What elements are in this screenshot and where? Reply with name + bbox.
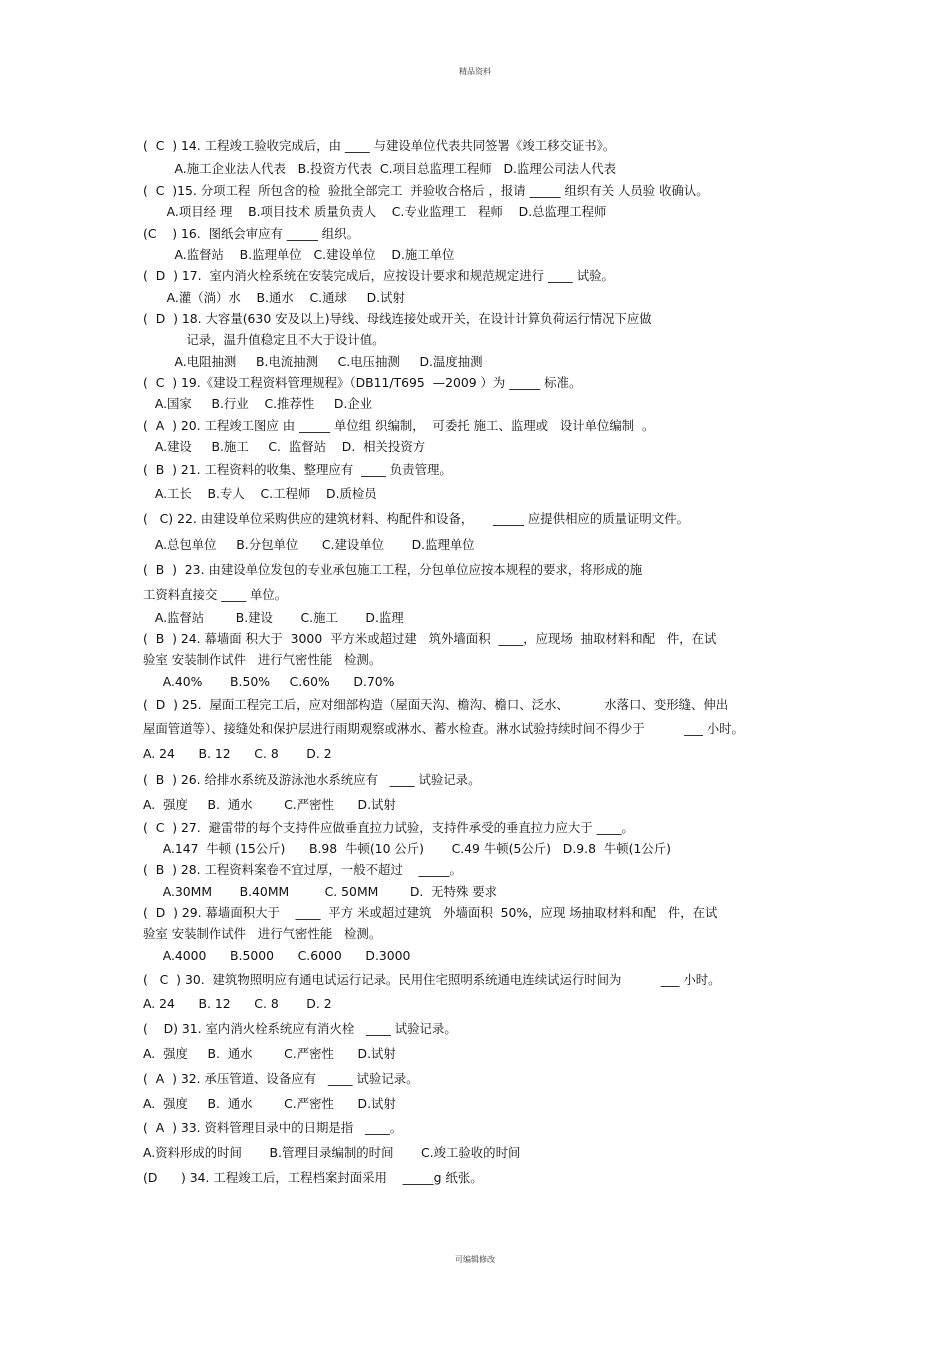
options-line: A.40% B.50% C.60% D.70% bbox=[143, 674, 395, 689]
question-line: ( C ) 30. 建筑物照明应有通电试运行记录。民用住宅照明系统通电连续试运行时间为 ___ 小时。 bbox=[143, 972, 721, 987]
question-line-continued: 验室 安装制作试件 进行气密性能 检测。 bbox=[143, 926, 382, 941]
question-line: ( A ) 33. 资料管理目录中的日期是指 ____。 bbox=[143, 1120, 403, 1135]
question-line-continued: 工资料直接交 ____ 单位。 bbox=[143, 587, 288, 602]
question-line: ( B ) 21. 工程资料的收集、整理应有 ____ 负责管理。 bbox=[143, 462, 452, 477]
options-line: A.施工企业法人代表 B.投资方代表 C.项目总监理工程师 D.监理公司法人代表 bbox=[143, 161, 617, 176]
page-header: 精品资料 bbox=[459, 67, 491, 76]
options-line: A. 24 B. 12 C. 8 D. 2 bbox=[143, 746, 332, 761]
question-line: ( D ) 18. 大容量(630 安及以上)导线、母线连接处或开关，在设计计算负荷运行情况下应做 bbox=[143, 311, 652, 326]
question-line: ( D ) 29. 幕墙面积大于 ____ 平方 米或超过建筑 外墙面积 50%，应现 场抽取材料和配 件，在试 bbox=[143, 905, 718, 920]
question-line: ( D ) 17. 室内消火栓系统在安装完成后，应按设计要求和规范规定进行 ____ 试验。 bbox=[143, 268, 614, 283]
question-line: ( C ) 27. 避雷带的每个支持件应做垂直拉力试验，支持件承受的垂直拉力应大于 ____。 bbox=[143, 820, 634, 835]
options-line: A.147 牛顿 (15公斤) B.98 牛顿(10 公斤) C.49 牛顿(5公斤) D.9.8 牛顿(1公斤) bbox=[143, 841, 671, 856]
options-line: A.工长 B.专人 C.工程师 D.质检员 bbox=[143, 486, 377, 501]
question-line: ( A ) 32. 承压管道、设备应有 ____ 试验记录。 bbox=[143, 1071, 419, 1086]
options-line: A.灌（淌）水 B.通水 C.通球 D.试射 bbox=[143, 290, 405, 305]
options-line: A. 强度 B. 通水 C.严密性 D.试射 bbox=[143, 797, 396, 812]
options-line: A. 强度 B. 通水 C.严密性 D.试射 bbox=[143, 1096, 396, 1111]
question-line: ( A ) 20. 工程竣工图应 由 _____ 单位组 织编制， 可委托 施工、监理或 设计单位编制 。 bbox=[143, 418, 655, 433]
question-line: ( D ) 25. 屋面工程完工后，应对细部构造（屋面天沟、檐沟、檐口、泛水、 水落口、变形缝、伸出 bbox=[143, 697, 729, 712]
options-line: A.4000 B.5000 C.6000 D.3000 bbox=[143, 948, 411, 963]
options-line: A.电阻抽测 B.电流抽测 C.电压抽测 D.温度抽测 bbox=[143, 354, 483, 369]
options-line: A.监督站 B.监理单位 C.建设单位 D.施工单位 bbox=[143, 247, 455, 262]
question-line: ( C) 22. 由建设单位采购供应的建筑材料、构配件和设备， _____ 应提供相应的质量证明文件。 bbox=[143, 511, 689, 526]
page-footer: 可编辑修改 bbox=[455, 1255, 495, 1264]
options-line: A.30MM B.40MM C. 50MM D. 无特殊 要求 bbox=[143, 884, 498, 899]
question-line: ( C )15. 分项工程 所包含的检 验批全部完工 并验收合格后 ，报请 _____ 组织有关 人员验 收确认。 bbox=[143, 183, 709, 198]
options-line: A.总包单位 B.分包单位 C.建设单位 D.监理单位 bbox=[143, 537, 475, 552]
question-line: ( D) 31. 室内消火栓系统应有消火栓 ____ 试验记录。 bbox=[143, 1021, 457, 1036]
question-line: ( B ) 24. 幕墙面 积大于 3000 平方米或超过建 筑外墙面积 ____，应现场 抽取材料和配 件，在试 bbox=[143, 631, 717, 646]
question-line: ( C ) 14. 工程竣工验收完成后，由 ____ 与建设单位代表共同签署《竣工移交证书》。 bbox=[143, 138, 616, 153]
options-line: A.监督站 B.建设 C.施工 D.监理 bbox=[143, 610, 404, 625]
question-line: ( C ) 19.《建设工程资料管理规程》（DB11/T695 —2009 ）为 _____ 标准。 bbox=[143, 375, 582, 390]
options-line: A.国家 B.行业 C.推荐性 D.企业 bbox=[143, 396, 373, 411]
question-line: ( B ) 28. 工程资料案卷不宜过厚，一般不超过 _____。 bbox=[143, 862, 462, 877]
question-line-continued: 屋面管道等）、接缝处和保护层进行雨期观察或淋水、蓄水检查。淋水试验持续时间不得少于 ___ 小时。 bbox=[143, 721, 744, 736]
options-line: A. 强度 B. 通水 C.严密性 D.试射 bbox=[143, 1046, 396, 1061]
options-line: A.建设 B.施工 C. 监督站 D. 相关投资方 bbox=[143, 439, 426, 454]
options-line: A. 24 B. 12 C. 8 D. 2 bbox=[143, 996, 332, 1011]
options-line: A.项目经 理 B.项目技术 质量负责人 C.专业监理工 程师 D.总监理工程师 bbox=[143, 204, 607, 219]
question-line-continued: 验室 安装制作试件 进行气密性能 检测。 bbox=[143, 652, 382, 667]
options-line: A.资料形成的时间 B.管理目录编制的时间 C.竣工验收的时间 bbox=[143, 1145, 521, 1160]
question-line: (D ) 34. 工程竣工后，工程档案封面采用 _____g 纸张。 bbox=[143, 1170, 483, 1185]
question-line-continued: 记录，温升值稳定且不大于设计值。 bbox=[143, 332, 385, 347]
question-line: (C ) 16. 图纸会审应有 _____ 组织。 bbox=[143, 226, 359, 241]
question-line: ( B ) 23. 由建设单位发包的专业承包施工工程，分包单位应按本规程的要求，将形成的施 bbox=[143, 562, 643, 577]
question-line: ( B ) 26. 给排水系统及游泳池水系统应有 ____ 试验记录。 bbox=[143, 772, 481, 787]
